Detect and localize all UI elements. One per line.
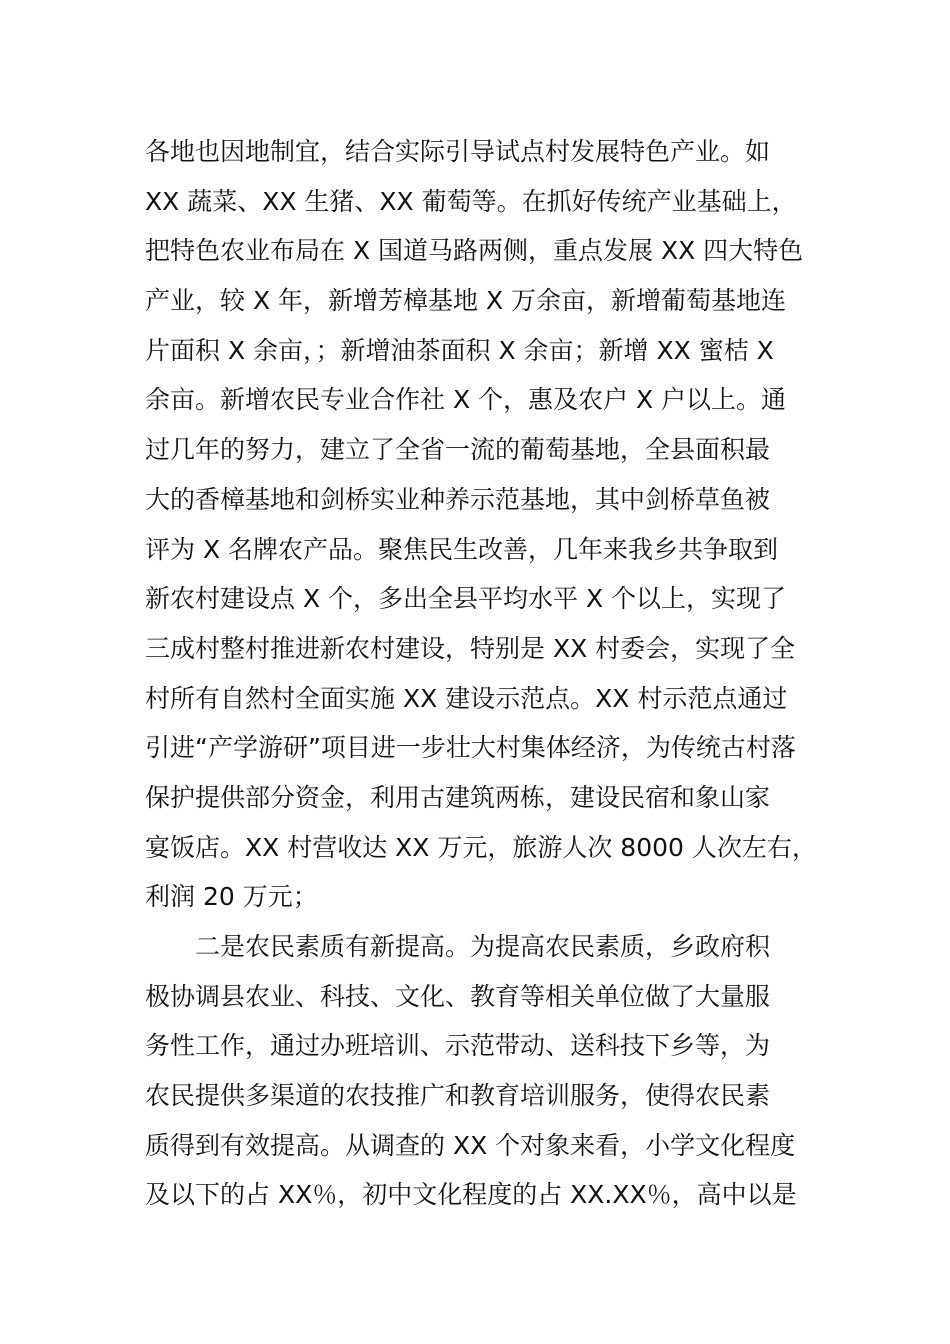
paragraph-line: 评为 X 名牌农产品。聚焦民生改善，几年来我乡共争取到 [145,534,779,564]
paragraph-line: 宴饭店。XX 村营收达 XX 万元，旅游人次 8000 人次左右， [145,832,817,862]
paragraph-line: 大的香樟基地和剑桥实业种养示范基地，其中剑桥草鱼被 [145,484,771,514]
paragraph-line: 片面积 X 余亩，；新增油茶面积 X 余亩；新增 XX 蜜桔 X [145,335,774,365]
paragraph-line: 保护提供部分资金，利用古建筑两栋，建设民宿和象山家 [145,782,771,812]
paragraph-line: 过几年的努力，建立了全省一流的葡萄基地，全县面积最 [145,435,771,465]
paragraph-line: 利润 20 万元； [145,882,318,912]
paragraph-line: 村所有自然村全面实施 XX 建设示范点。XX 村示范点通过 [145,683,788,713]
paragraph-line: 务性工作，通过办班培训、示范带动、送科技下乡等，为 [145,1031,771,1061]
paragraph-line: 及以下的占 XX％，初中文化程度的占 XX.XX％，高中以是 [145,1180,797,1210]
paragraph-line: 引进“产学游研”项目进一步壮大村集体经济，为传统古村落 [145,733,796,763]
paragraph-line: 二是农民素质有新提高。为提高农民素质，乡政府积 [195,932,771,961]
paragraph-line: 农民提供多渠道的农技推广和教育培训服务，使得农民素 [145,1081,771,1111]
paragraph-line: 极协调县农业、科技、文化、教育等相关单位做了大量服 [145,981,771,1011]
paragraph-line: 产业，较 X 年，新增芳樟基地 X 万余亩，新增葡萄基地连 [145,286,787,316]
paragraph-2 [145,922,845,1220]
paragraph-line: XX 蔬菜、XX 生猪、XX 葡萄等。在抓好传统产业基础上， [145,186,797,216]
paragraph-line: 质得到有效提高。从调查的 XX 个对象来看，小学文化程度 [145,1130,796,1160]
paragraph-line: 把特色农业布局在 X 国道马路两侧，重点发展 XX 四大特色 [145,236,804,266]
paragraph-line: 三成村整村推进新农村建设，特别是 XX 村委会，实现了全 [145,633,796,663]
paragraph-line: 新农村建设点 X 个，多出全县平均水平 X 个以上，实现了 [145,584,787,614]
paragraph-line: 各地也因地制宜，结合实际引导试点村发展特色产业。如 [145,137,771,166]
paragraph-1 [145,127,845,922]
paragraph-line: 余亩。新增农民专业合作社 X 个，惠及农户 X 户以上。通 [145,385,787,415]
